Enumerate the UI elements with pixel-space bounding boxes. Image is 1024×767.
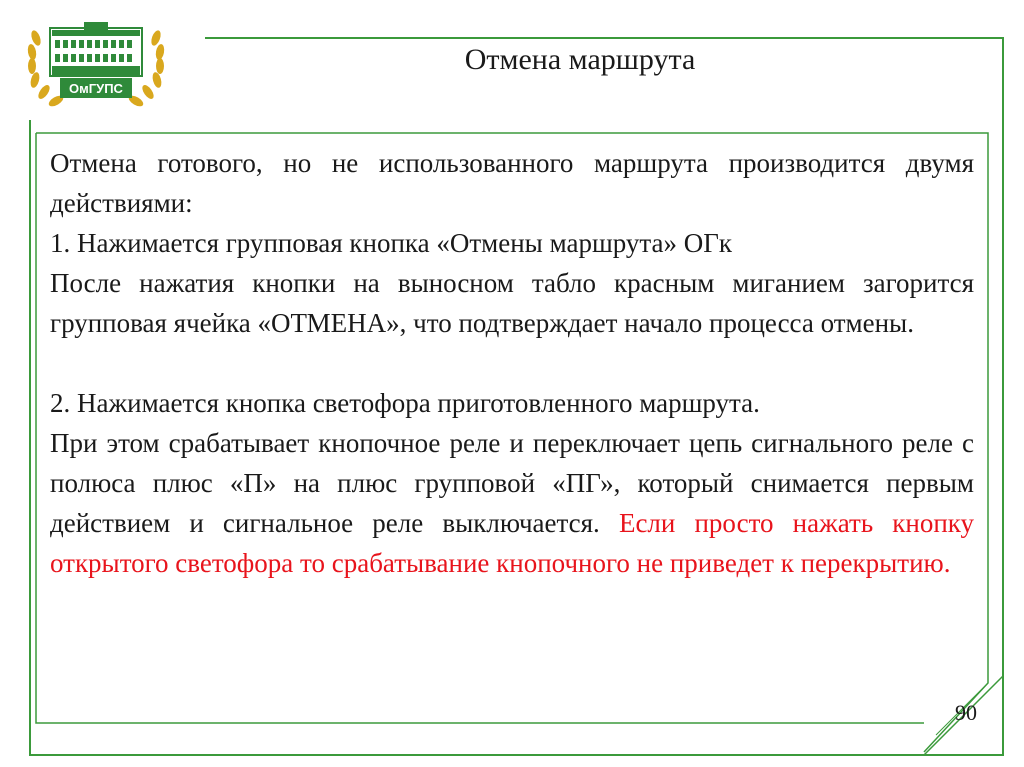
- step-2-paragraph: [50, 423, 974, 583]
- step-2-detail: При этом срабатывает кнопочное реле и переключает цепь сигнального реле с полюса плюс «П» на плюс групповой «ПГ», который снимается первым действием и сигнальное реле выключается.: [50, 428, 974, 538]
- omgups-logo: [22, 18, 170, 114]
- logo-text: ОмГУПС: [69, 81, 123, 96]
- step-2-heading: 2. Нажимается кнопка светофора приготовленного маршрута.: [50, 388, 760, 418]
- step-2-warning: Если просто нажать кнопку открытого светофора то срабатывание кнопочного не приведет к перекрытию.: [50, 508, 975, 578]
- step-1-detail: После нажатия кнопки на выносном табло красным миганием загорится групповая ячейка «ОТМЕНА», что подтверждает начало процесса отмены.: [50, 268, 974, 338]
- building-icon: [50, 22, 142, 76]
- spacer: [50, 343, 974, 383]
- page-title: Отмена маршрута: [464, 43, 696, 76]
- page-number: 90: [955, 700, 977, 725]
- step-1-heading: 1. Нажимается групповая кнопка «Отмены маршрута» ОГк: [50, 228, 732, 258]
- slide-body: [50, 143, 974, 583]
- intro-paragraph: Отмена готового, но не использованного маршрута производится двумя действиями:: [50, 148, 974, 218]
